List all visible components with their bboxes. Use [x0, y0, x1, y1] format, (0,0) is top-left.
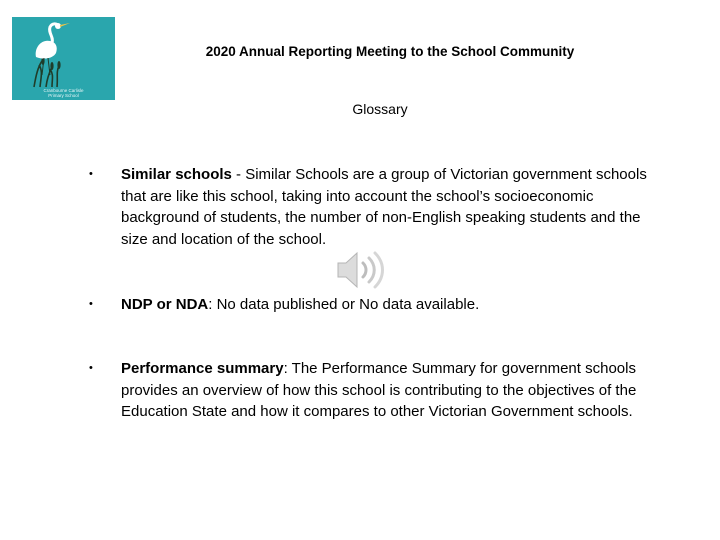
term-label: Similar schools: [121, 166, 232, 183]
term-definition: No data published or No data available.: [216, 296, 480, 313]
term-label: Performance summary: [121, 360, 284, 377]
glossary-item-text: [121, 294, 666, 316]
bullet: •: [89, 298, 93, 310]
page-title: 2020 Annual Reporting Meeting to the School Community: [205, 44, 575, 59]
speaker-icon[interactable]: [330, 246, 388, 294]
logo-line2: Primary School: [48, 93, 79, 98]
bullet: •: [89, 362, 93, 374]
term-separator: -: [231, 166, 246, 183]
term-label: NDP or NDA: [121, 296, 209, 313]
term-definition: The Performance Summary for government schools provides an overview of how this school is contributing to the objectives of the Education State and how it compares to other Victorian Government schools.: [121, 360, 637, 420]
glossary-heading: Glossary: [352, 101, 408, 117]
term-separator: :: [208, 296, 217, 313]
glossary-item-text: [121, 164, 666, 250]
bullet: •: [89, 168, 93, 180]
term-definition: Similar Schools are a group of Victorian government schools that are like this school, taking into account the school’s socioeconomic background of students, the number of non-English speaking students and the size and location of the school.: [121, 166, 647, 248]
glossary-item-text: [121, 358, 666, 423]
school-logo: [12, 17, 115, 100]
term-separator: :: [283, 360, 292, 377]
logo-line1: Cranbourne Carlisle: [43, 88, 84, 93]
